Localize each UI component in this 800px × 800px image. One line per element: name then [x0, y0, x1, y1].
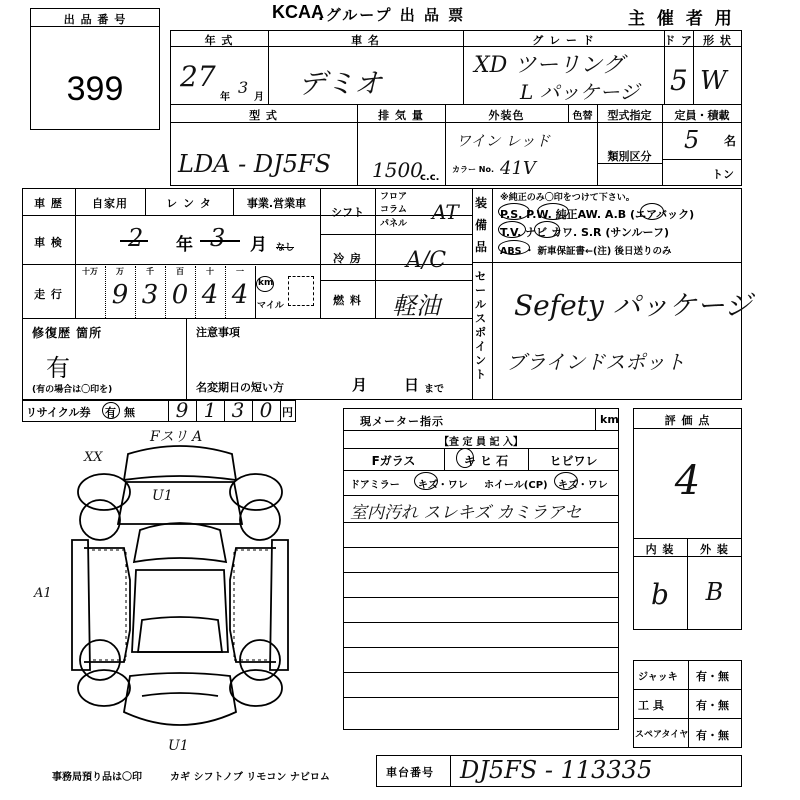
- displacement-header: 排 気 量: [378, 109, 424, 122]
- year-unit: 年: [220, 92, 230, 103]
- mileage-digit: 0: [171, 280, 189, 310]
- expiry-until: まで: [424, 384, 444, 395]
- inspection-label: 車 検: [34, 236, 63, 249]
- organizer-label: 主 催 者 用: [628, 9, 735, 29]
- lot-number: 399: [66, 70, 124, 108]
- mark-u1-bottom: U1: [168, 738, 189, 754]
- repair-value: 有: [46, 354, 70, 382]
- interior-label: 内 装: [645, 543, 675, 556]
- displacement-value: 1500: [372, 158, 423, 182]
- history-business[interactable]: 事業.営業車: [246, 197, 307, 210]
- evaluation-score: 4: [674, 458, 701, 504]
- equipment-line2: T.V. ナビ カワ. S.R (サンルーフ): [500, 226, 670, 239]
- exterior-value: B: [705, 578, 724, 606]
- recycle-no[interactable]: 無: [124, 406, 135, 419]
- chassis-number: DJ5FS - 113335: [460, 756, 653, 784]
- inspection-none: なし: [276, 243, 295, 253]
- f-glass-label: Fガラス: [371, 454, 416, 468]
- chassis-label: 車台番号: [386, 766, 434, 779]
- shift-option: コラム: [380, 205, 407, 215]
- car-diagram: [30, 420, 330, 750]
- expiry-label: 名変期日の短い方: [196, 381, 284, 394]
- capacity-header: 定員・積載: [674, 109, 730, 122]
- unit-label: 十: [206, 267, 214, 276]
- equipment-note: ※純正のみ〇印をつけて下さい。: [500, 193, 635, 203]
- inspection-year-unit: 年: [176, 235, 193, 255]
- month-unit: 月: [254, 92, 264, 103]
- wheel-options[interactable]: キズ・ワレ: [558, 480, 608, 491]
- inspector-section-title: 【査 定 員 記 入】: [439, 437, 523, 448]
- fuel-label: 燃 料: [333, 294, 362, 307]
- mark-xx: XX: [84, 450, 103, 465]
- unit-label: 万: [116, 267, 124, 276]
- mileage-digit: 4: [201, 280, 219, 310]
- inspector-remarks: 室内汚れ スレキズ カミラアセ: [350, 503, 582, 523]
- unit-label: 千: [146, 267, 154, 276]
- recycle-digit: 0: [259, 398, 273, 422]
- mileage-label: 走 行: [34, 288, 63, 301]
- expiry-day-unit: 日: [404, 376, 420, 394]
- recycle-digit: 1: [203, 398, 217, 422]
- mileage-digits: [105, 280, 255, 312]
- equipment-label: 装 備 品: [475, 196, 488, 254]
- office-note: 事務局預り品は〇印: [52, 772, 142, 783]
- recycle-label: リサイクル券: [26, 406, 91, 419]
- mark-u1-top: U1: [152, 488, 173, 504]
- evaluation-label: 評 価 点: [664, 414, 711, 427]
- inspection-month-unit: 月: [250, 235, 267, 255]
- brand-logo: KCAA: [272, 2, 324, 22]
- shift-option: パネル: [380, 219, 408, 229]
- unit-label: 百: [176, 267, 184, 276]
- grade-value-line1: XD ツーリング: [474, 53, 624, 78]
- caution-label: 注意事項: [196, 326, 240, 339]
- jack-value[interactable]: 有・無: [696, 670, 729, 683]
- sales-point-line1: Sefety パッケージ: [514, 289, 753, 322]
- spare-tire-value[interactable]: 有・無: [696, 729, 729, 742]
- tools-value[interactable]: 有・無: [696, 699, 729, 712]
- spare-tire-label: スペアタイヤ: [635, 730, 689, 740]
- year-value: 27: [180, 60, 216, 93]
- recycle-digits: [168, 398, 280, 422]
- recycle-yen: 円: [282, 406, 294, 419]
- mileage-digit: 4: [231, 280, 249, 310]
- jack-label: ジャッキ: [638, 672, 678, 683]
- color-value: ワイン レッド: [456, 132, 551, 150]
- tools-label: 工 具: [638, 699, 664, 712]
- sales-point-line2: ブラインドスポット: [506, 350, 686, 374]
- meter-km-unit: km: [600, 413, 619, 426]
- history-label: 車 歴: [34, 197, 63, 210]
- ton-unit: トン: [712, 168, 734, 181]
- shift-value: AT: [432, 200, 459, 224]
- model-header: 型 式: [249, 109, 278, 122]
- mileage-km-unit: km: [258, 278, 274, 288]
- sales-point-label: セールスポイント: [475, 270, 486, 381]
- type-designation-header: 型式指定: [607, 109, 652, 122]
- exterior-label: 外 装: [700, 543, 729, 556]
- repair-label: 修復歴 箇所: [32, 326, 103, 340]
- recycle-digit: 9: [175, 398, 189, 422]
- ac-value: A/C: [406, 248, 447, 273]
- model-value: LDA - DJ5FS: [178, 150, 332, 178]
- group-title: .グループ 出 品 票: [318, 6, 466, 24]
- capacity-value: 5: [684, 126, 700, 154]
- front-scratch-note: Fスリ A: [150, 429, 203, 445]
- lot-number-label: 出 品 番 号: [63, 13, 127, 26]
- recycle-yes[interactable]: 有: [105, 406, 116, 419]
- wheel-label: ホイール(CP): [484, 480, 548, 491]
- mileage-digit: 9: [111, 280, 129, 310]
- shift-label: シフト: [331, 206, 364, 219]
- equipment-line1: P.S. P.W. 純正AW. A.B (エアバック): [500, 208, 695, 221]
- doors-header: ド ア: [664, 34, 693, 47]
- interior-value: b: [651, 578, 669, 611]
- glass-crack[interactable]: ヒビワレ: [549, 454, 598, 468]
- unit-label: 十万: [82, 267, 98, 276]
- unit-label: 一: [236, 267, 244, 276]
- expiry-month-unit: 月: [352, 376, 368, 394]
- exterior-color-header: 外装色: [488, 109, 525, 122]
- history-rental[interactable]: レ ン タ: [166, 197, 212, 210]
- mark-a1: A1: [34, 586, 52, 601]
- class-label: 類別区分: [607, 150, 652, 163]
- color-no-label: カラー No.: [452, 165, 495, 174]
- shift-option: フロア: [380, 192, 408, 202]
- door-mirror-label: ドアミラー: [350, 480, 400, 491]
- name-header: 車 名: [351, 34, 380, 47]
- color-no-value: 41V: [500, 158, 536, 179]
- repair-note: (有の場合は〇印を): [32, 385, 113, 395]
- mirror-options[interactable]: キズ・ワレ: [418, 480, 468, 491]
- doors-value: 5: [670, 64, 688, 97]
- fuel-value: 軽油: [392, 292, 440, 320]
- meter-label: 現メーター指示: [360, 415, 444, 428]
- grade-value-line2: L パッケージ: [520, 80, 640, 104]
- cc-unit: c.c.: [420, 172, 440, 183]
- equipment-line3: ABS ・ 新車保証書←(注) 後日送りのみ: [500, 246, 672, 257]
- history-private[interactable]: 自家用: [92, 197, 128, 210]
- ac-label: 冷 房: [333, 252, 362, 265]
- mileage-mile-unit: マイル: [257, 301, 284, 311]
- recycle-digit: 3: [231, 398, 245, 422]
- color-swap-header: 色替: [572, 111, 593, 122]
- vehicle-name-value: デミオ: [298, 67, 383, 100]
- year-header: 年 式: [204, 34, 234, 47]
- glass-options[interactable]: キ ヒ 石: [463, 454, 509, 468]
- shape-header: 形 状: [703, 34, 732, 47]
- capacity-unit: 名: [724, 134, 737, 148]
- grade-header: グ レ ー ド: [532, 34, 595, 47]
- shape-value: W: [700, 66, 727, 96]
- month-value: 3: [238, 78, 249, 97]
- office-items: カギ シフトノブ リモコン ナビロム: [170, 772, 330, 783]
- mileage-digit: 3: [141, 280, 159, 310]
